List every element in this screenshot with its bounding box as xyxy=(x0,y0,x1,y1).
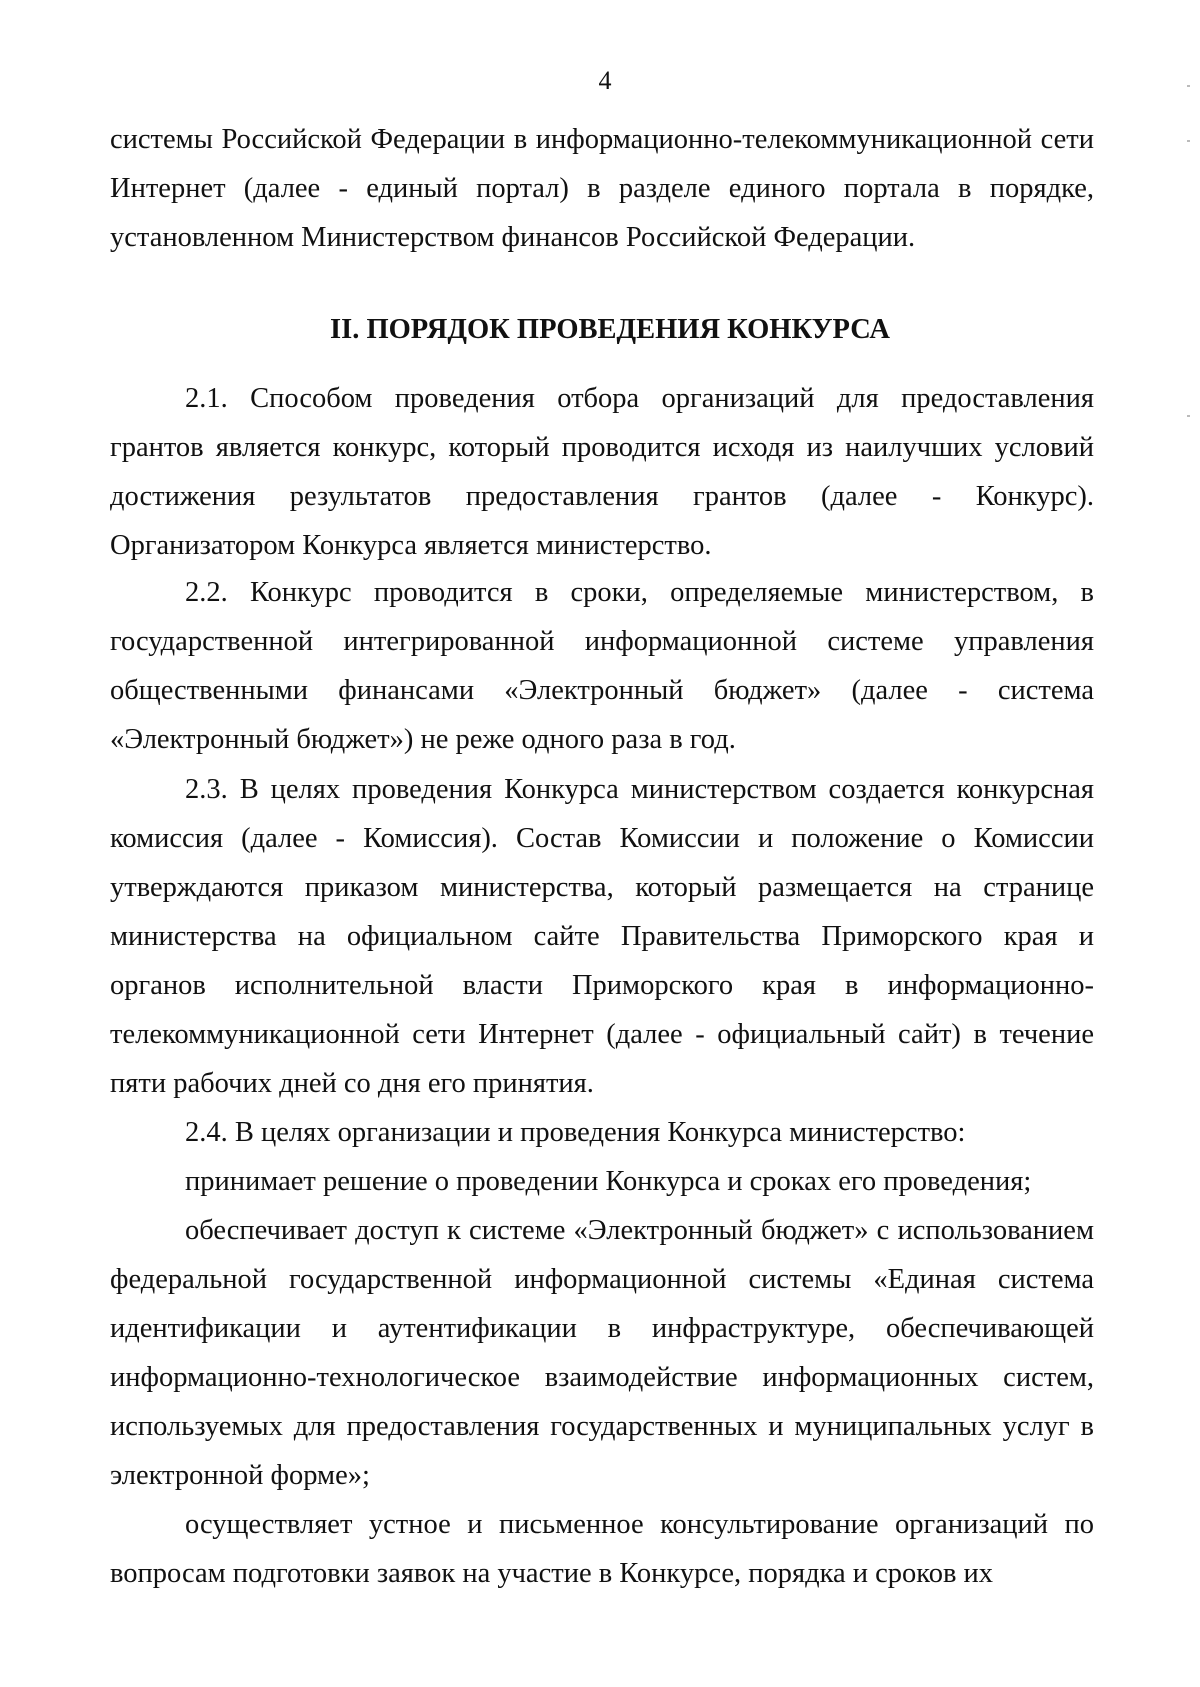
clause-2-3-block xyxy=(110,765,1094,1598)
clause-2-2: 2.2. Конкурс проводится в сроки, определяемые министерством, в государственной интегрированной информационной системе управления общественными финансами «Электронный бюджет» (далее - система «Электронный бюджет») не реже одного раза в год. xyxy=(110,577,1094,755)
scan-speck xyxy=(1187,85,1190,87)
scan-speck xyxy=(1187,415,1190,417)
clause-2-4: 2.4. В целях организации и проведения Конкурса министерство: xyxy=(185,1117,966,1148)
clause-2-1: 2.1. Способом проведения отбора организаций для предоставления грантов является конкурс, который проводится исходя из наилучших условий достижения результатов предоставления грантов (далее - Конкурс). Организатором Конкурса является министерство. xyxy=(110,383,1094,561)
page-number: 4 xyxy=(598,66,612,95)
section-heading: II. ПОРЯДОК ПРОВЕДЕНИЯ КОНКУРСА xyxy=(330,314,890,345)
clause-2-1-block xyxy=(110,374,1094,570)
clause-2-4-item-decision: принимает решение о проведении Конкурса и сроках его проведения; xyxy=(185,1166,1032,1197)
clause-2-4-item-access: обеспечивает доступ к системе «Электронный бюджет» с использованием федеральной государственной информационной системы «Единая система идентификации и аутентификации в инфраструктуре, обеспечивающей информационно-технологическое взаимодействие информационных систем, используемых для предоставления государственных и муниципальных услуг в электронной форме»; xyxy=(110,1215,1094,1491)
intro-paragraph: системы Российской Федерации в информационно-телекоммуникационной сети Интернет (далее - единый портал) в разделе единого портала в порядке, установленном Министерством финансов Российской Федерации. xyxy=(110,124,1094,253)
clause-2-4-item-consulting: осуществляет устное и письменное консультирование организаций по вопросам подготовки заявок на участие в Конкурсе, порядка и сроков их xyxy=(110,1509,1094,1589)
intro-block xyxy=(110,115,1094,262)
clause-2-3: 2.3. В целях проведения Конкурса министерством создается конкурсная комиссия (далее - Комиссия). Состав Комиссии и положение о Комиссии утверждаются приказом министерства, который размещается на странице министерства на официальном сайте Правительства Приморского края и органов исполнительной власти Приморского края в информационно-телекоммуникационной сети Интернет (далее - официальный сайт) в течение пяти рабочих дней со дня его принятия. xyxy=(110,774,1094,1099)
scan-speck xyxy=(1187,140,1190,142)
clause-2-2-block xyxy=(110,568,1094,764)
